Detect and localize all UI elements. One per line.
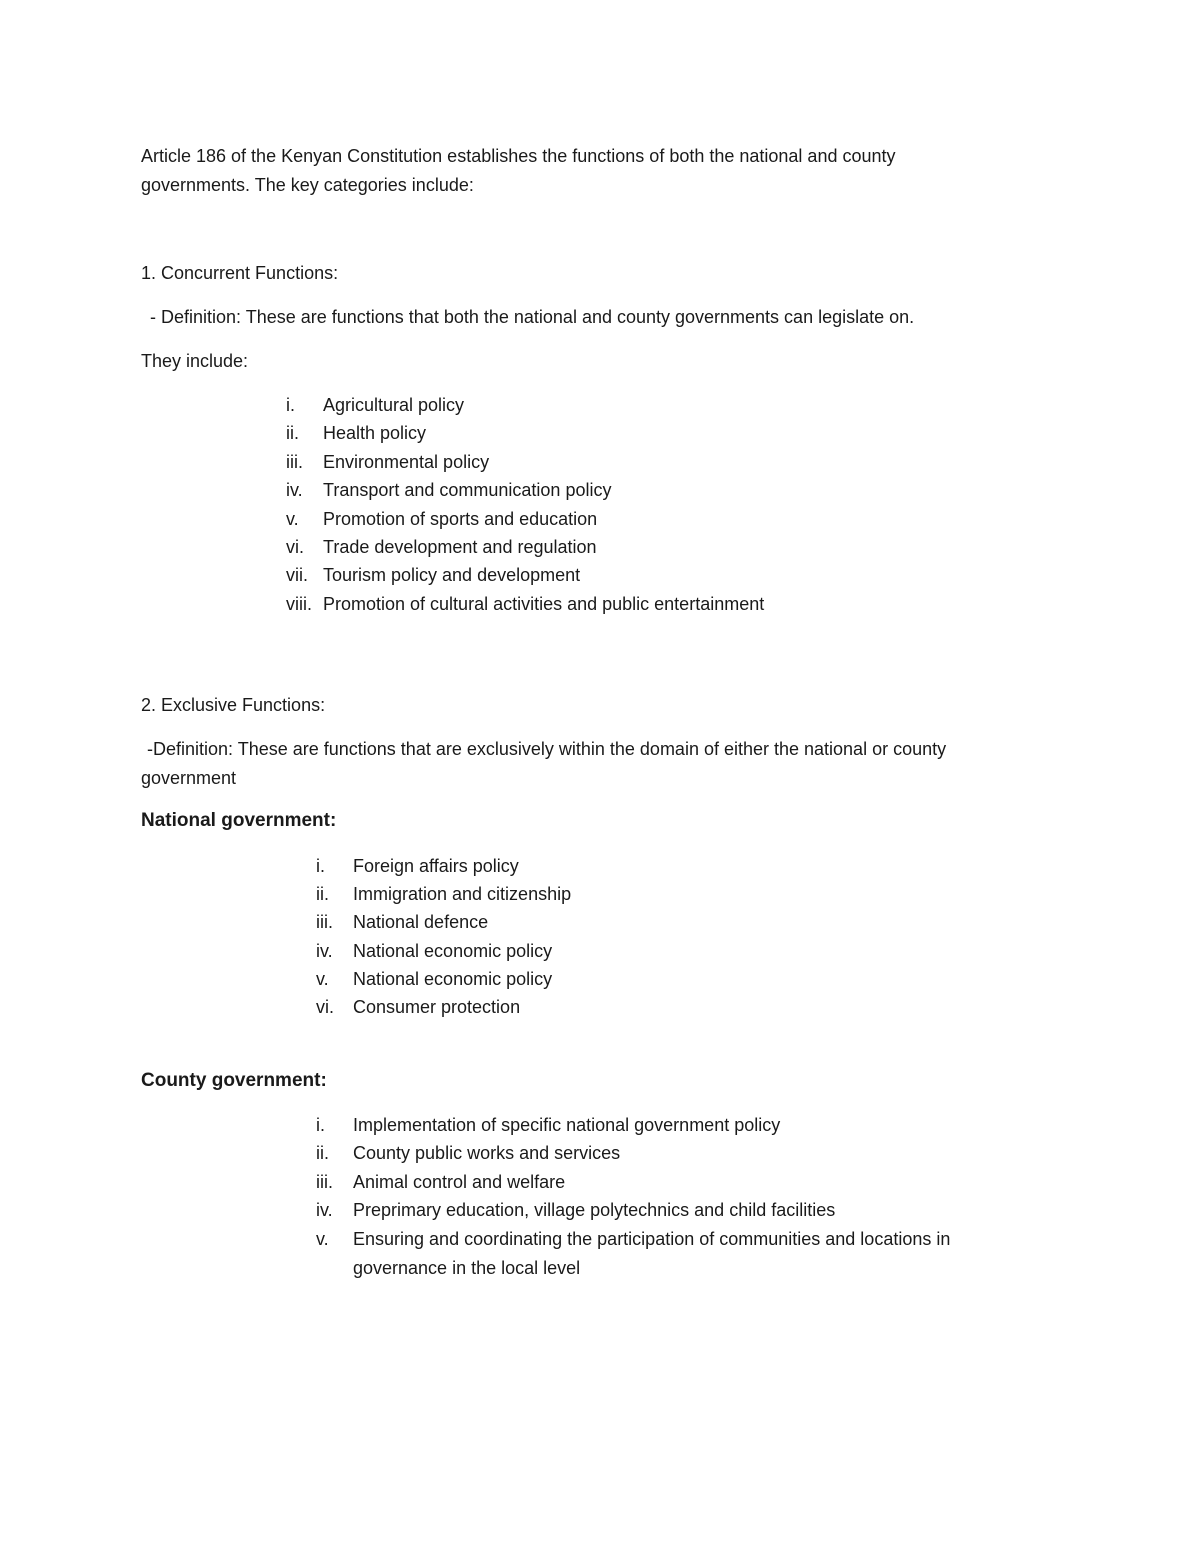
list-number: iv. (316, 1200, 333, 1220)
list-number: iii. (316, 1172, 333, 1192)
national-heading: National government: (141, 810, 337, 831)
list-item: Animal control and welfare (353, 1172, 566, 1192)
list-number: iii. (316, 912, 333, 932)
list-number: iv. (286, 480, 303, 500)
exclusive-title: 2. Exclusive Functions: (141, 695, 326, 715)
list-number: vi. (286, 537, 304, 557)
list-number: iii. (286, 452, 303, 472)
list-number: ii. (316, 1143, 329, 1163)
list-item: Trade development and regulation (323, 537, 597, 557)
list-item: Foreign affairs policy (353, 856, 519, 876)
list-item: National economic policy (353, 969, 553, 989)
list-item: Promotion of sports and education (323, 509, 598, 529)
list-number: ii. (316, 884, 329, 904)
list-number: ii. (286, 423, 299, 443)
intro-line-1: Article 186 of the Kenyan Constitution establishes the functions of both the national and county (141, 146, 896, 166)
list-number: i. (316, 1115, 325, 1135)
exclusive-definition-line-1: -Definition: These are functions that are exclusively within the domain of either the national or county (147, 739, 947, 759)
list-number: viii. (286, 594, 312, 614)
list-item: County public works and services (353, 1143, 621, 1163)
list-item: Immigration and citizenship (353, 884, 572, 904)
intro-line-2: governments. The key categories include: (141, 175, 474, 195)
list-item-continuation: governance in the local level (353, 1258, 581, 1278)
list-item: Tourism policy and development (323, 565, 581, 585)
concurrent-title: 1. Concurrent Functions: (141, 263, 339, 283)
list-item: Implementation of specific national government policy (353, 1115, 781, 1135)
list-item: Agricultural policy (323, 395, 465, 415)
list-number: vii. (286, 565, 308, 585)
list-number: v. (316, 969, 329, 989)
list-number: vi. (316, 997, 334, 1017)
list-item: National economic policy (353, 941, 553, 961)
list-item: Ensuring and coordinating the participation of communities and locations in (353, 1229, 951, 1249)
list-item: National defence (353, 912, 489, 932)
list-item: Environmental policy (323, 452, 490, 472)
list-item: Health policy (323, 423, 427, 443)
exclusive-definition-line-2: government (141, 768, 237, 788)
concurrent-definition: - Definition: These are functions that both the national and county governments can legislate on. (150, 307, 915, 327)
concurrent-they-include: They include: (141, 351, 249, 371)
list-number: v. (316, 1229, 329, 1249)
list-item: Consumer protection (353, 997, 521, 1017)
list-item: Preprimary education, village polytechnics and child facilities (353, 1200, 836, 1220)
list-number: v. (286, 509, 299, 529)
list-number: i. (286, 395, 295, 415)
list-item: Promotion of cultural activities and public entertainment (323, 594, 765, 614)
list-number: iv. (316, 941, 333, 961)
list-item: Transport and communication policy (323, 480, 612, 500)
county-heading: County government: (141, 1070, 327, 1091)
list-number: i. (316, 856, 325, 876)
